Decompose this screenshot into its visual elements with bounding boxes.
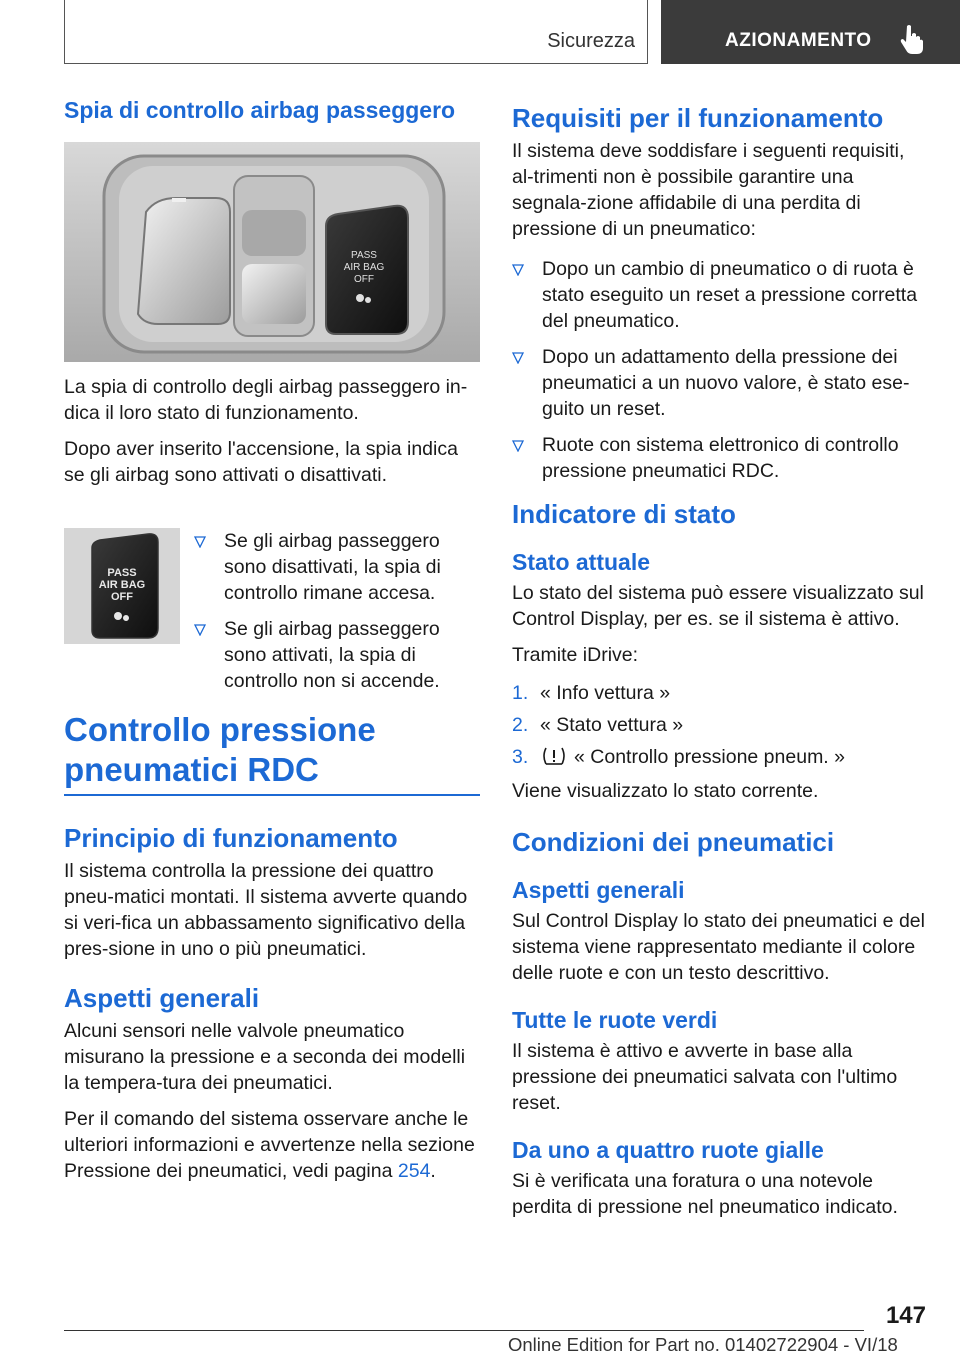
stato-para: Lo stato del sistema può essere visualizzato sul Control Display, per es. se il sistema è attivo. [512,582,924,630]
aspetti-para-2: Per il comando del sistema osservare anche le ulteriori informazioni e avvertenze nella sezione Pressione dei pneumatici, vedi pagina 254. [64,1108,475,1182]
list-item [512,256,928,334]
list-item [512,344,928,422]
airbag-para-2: Dopo aver inserito l'accensione, la spia indica se gli airbag sono attivati o disattivati. [64,438,458,486]
list-item [194,528,484,606]
requisito-3: Ruote con sistema elettronico di controllo pressione pneumatici RDC. [542,434,899,482]
requisito-1: Dopo un cambio di pneumatico o di ruota è stato eseguito un reset a pressione corretta del pneumatico. [542,258,918,332]
step-number: 2. [512,714,529,736]
chapter-title-rule [64,794,480,796]
airbag-off-indicator-image [64,528,180,644]
step-number: 3. [512,746,529,768]
footer-rule [64,1330,864,1331]
header-chapter-box [661,0,960,64]
pointing-hand-icon [899,24,925,54]
aspetti-right-para: Sul Control Display lo stato dei pneumatici e del sistema viene rappresentato mediante il colore delle ruote e con un testo descrittivo. [512,910,925,984]
heading-principio: Principio di funzionamento [64,823,398,853]
step-controllo-pressione: « Controllo pressione pneum. » [574,746,845,768]
list-item [512,712,928,738]
principio-para: Il sistema controlla la pressione dei quattro pneu-matici montati. Il sistema avverte quando si veri-fica un abbassamento significativo della pres-sione in uno o più pneumatici. [64,860,468,960]
tire-pressure-warning-icon [540,746,568,766]
triangle-bullet-icon [512,264,524,276]
indicator-label-airbag: AIR BAG [98,579,146,591]
list-item [512,680,928,706]
panel-label-pass: PASS [351,250,377,261]
footer-edition: Online Edition for Part no. 01402722904 - VI/18 [508,1334,898,1355]
step-number: 1. [512,682,529,704]
heading-indicatore: Indicatore di stato [512,499,736,529]
page-link-254[interactable]: 254 [397,1160,431,1182]
airbag-bullet-block [64,510,480,700]
airbag-console-image [64,142,480,362]
heading-ruote-gialle: Da uno a quattro ruote gialle [512,1137,824,1163]
header-section-title: Sicurezza [547,30,635,52]
header-section-box [64,0,648,64]
requisiti-bullets [512,256,928,484]
requisito-2: Dopo un adattamento della pressione dei pneumatici a un nuovo valore, è stato ese-guito un reset. [542,346,910,420]
airbag-para-1: La spia di controllo degli airbag passeggero in-dica il loro stato di funzionamento. [64,376,468,424]
chapter-title-line-2: pneumatici RDC [64,751,319,788]
indicator-label-off: OFF [111,591,133,603]
list-item [512,432,928,484]
panel-label-airbag: AIR BAG [343,262,385,273]
chapter-title-line-1: Controllo pressione [64,711,376,748]
triangle-bullet-icon [194,536,206,548]
list-item [194,616,484,694]
chapter-title-block [64,710,480,796]
heading-airbag-indicator: Spia di controllo airbag passeggero [64,97,456,123]
heading-requisiti: Requisiti per il funzionamento [512,103,884,133]
triangle-bullet-icon [512,352,524,364]
triangle-bullet-icon [512,440,524,452]
viene-para: Viene visualizzato lo stato corrente. [512,780,819,802]
requisiti-para: Il sistema deve soddisfare i seguenti requisiti, al-trimenti non è possibile garantire una segnala-zione affidabile di una perdita di pressione di un pneumatico: [512,140,905,240]
list-item [512,744,928,770]
step-info-vettura: « Info vettura » [540,682,671,704]
heading-aspetti-generali-right: Aspetti generali [512,877,685,903]
heading-condizioni: Condizioni dei pneumatici [512,827,835,857]
right-column [512,96,928,1230]
page-number: 147 [885,1302,926,1329]
verdi-para: Il sistema è attivo e avverte in base alla pressione dei pneumatici salvata con l'ultimo reset. [512,1040,898,1114]
idrive-steps [512,680,928,770]
airbag-bullet-2: Se gli airbag passeggero sono attivati, la spia di controllo non si accende. [224,618,440,692]
triangle-bullet-icon [194,624,206,636]
step-stato-vettura: « Stato vettura » [540,714,684,736]
header-chapter-title: AZIONAMENTO [725,30,872,51]
heading-aspetti-generali-left: Aspetti generali [64,983,260,1013]
heading-ruote-verdi: Tutte le ruote verdi [512,1007,718,1033]
gialle-para: Si è verificata una foratura o una notevole perdita di pressione nel pneumatico indicato. [512,1170,898,1218]
left-column [64,96,480,1194]
aspetti-para-1: Alcuni sensori nelle valvole pneumatico misurano la pressione e a seconda dei modelli la tempera-tura dei pneumatici. [64,1020,466,1094]
airbag-bullets [194,528,484,704]
heading-stato-attuale: Stato attuale [512,549,651,575]
panel-label-off: OFF [354,274,374,285]
indicator-label-pass: PASS [107,567,137,579]
airbag-bullet-1: Se gli airbag passeggero sono disattivati, la spia di controllo rimane accesa. [224,530,441,604]
tramite-para: Tramite iDrive: [512,644,639,666]
